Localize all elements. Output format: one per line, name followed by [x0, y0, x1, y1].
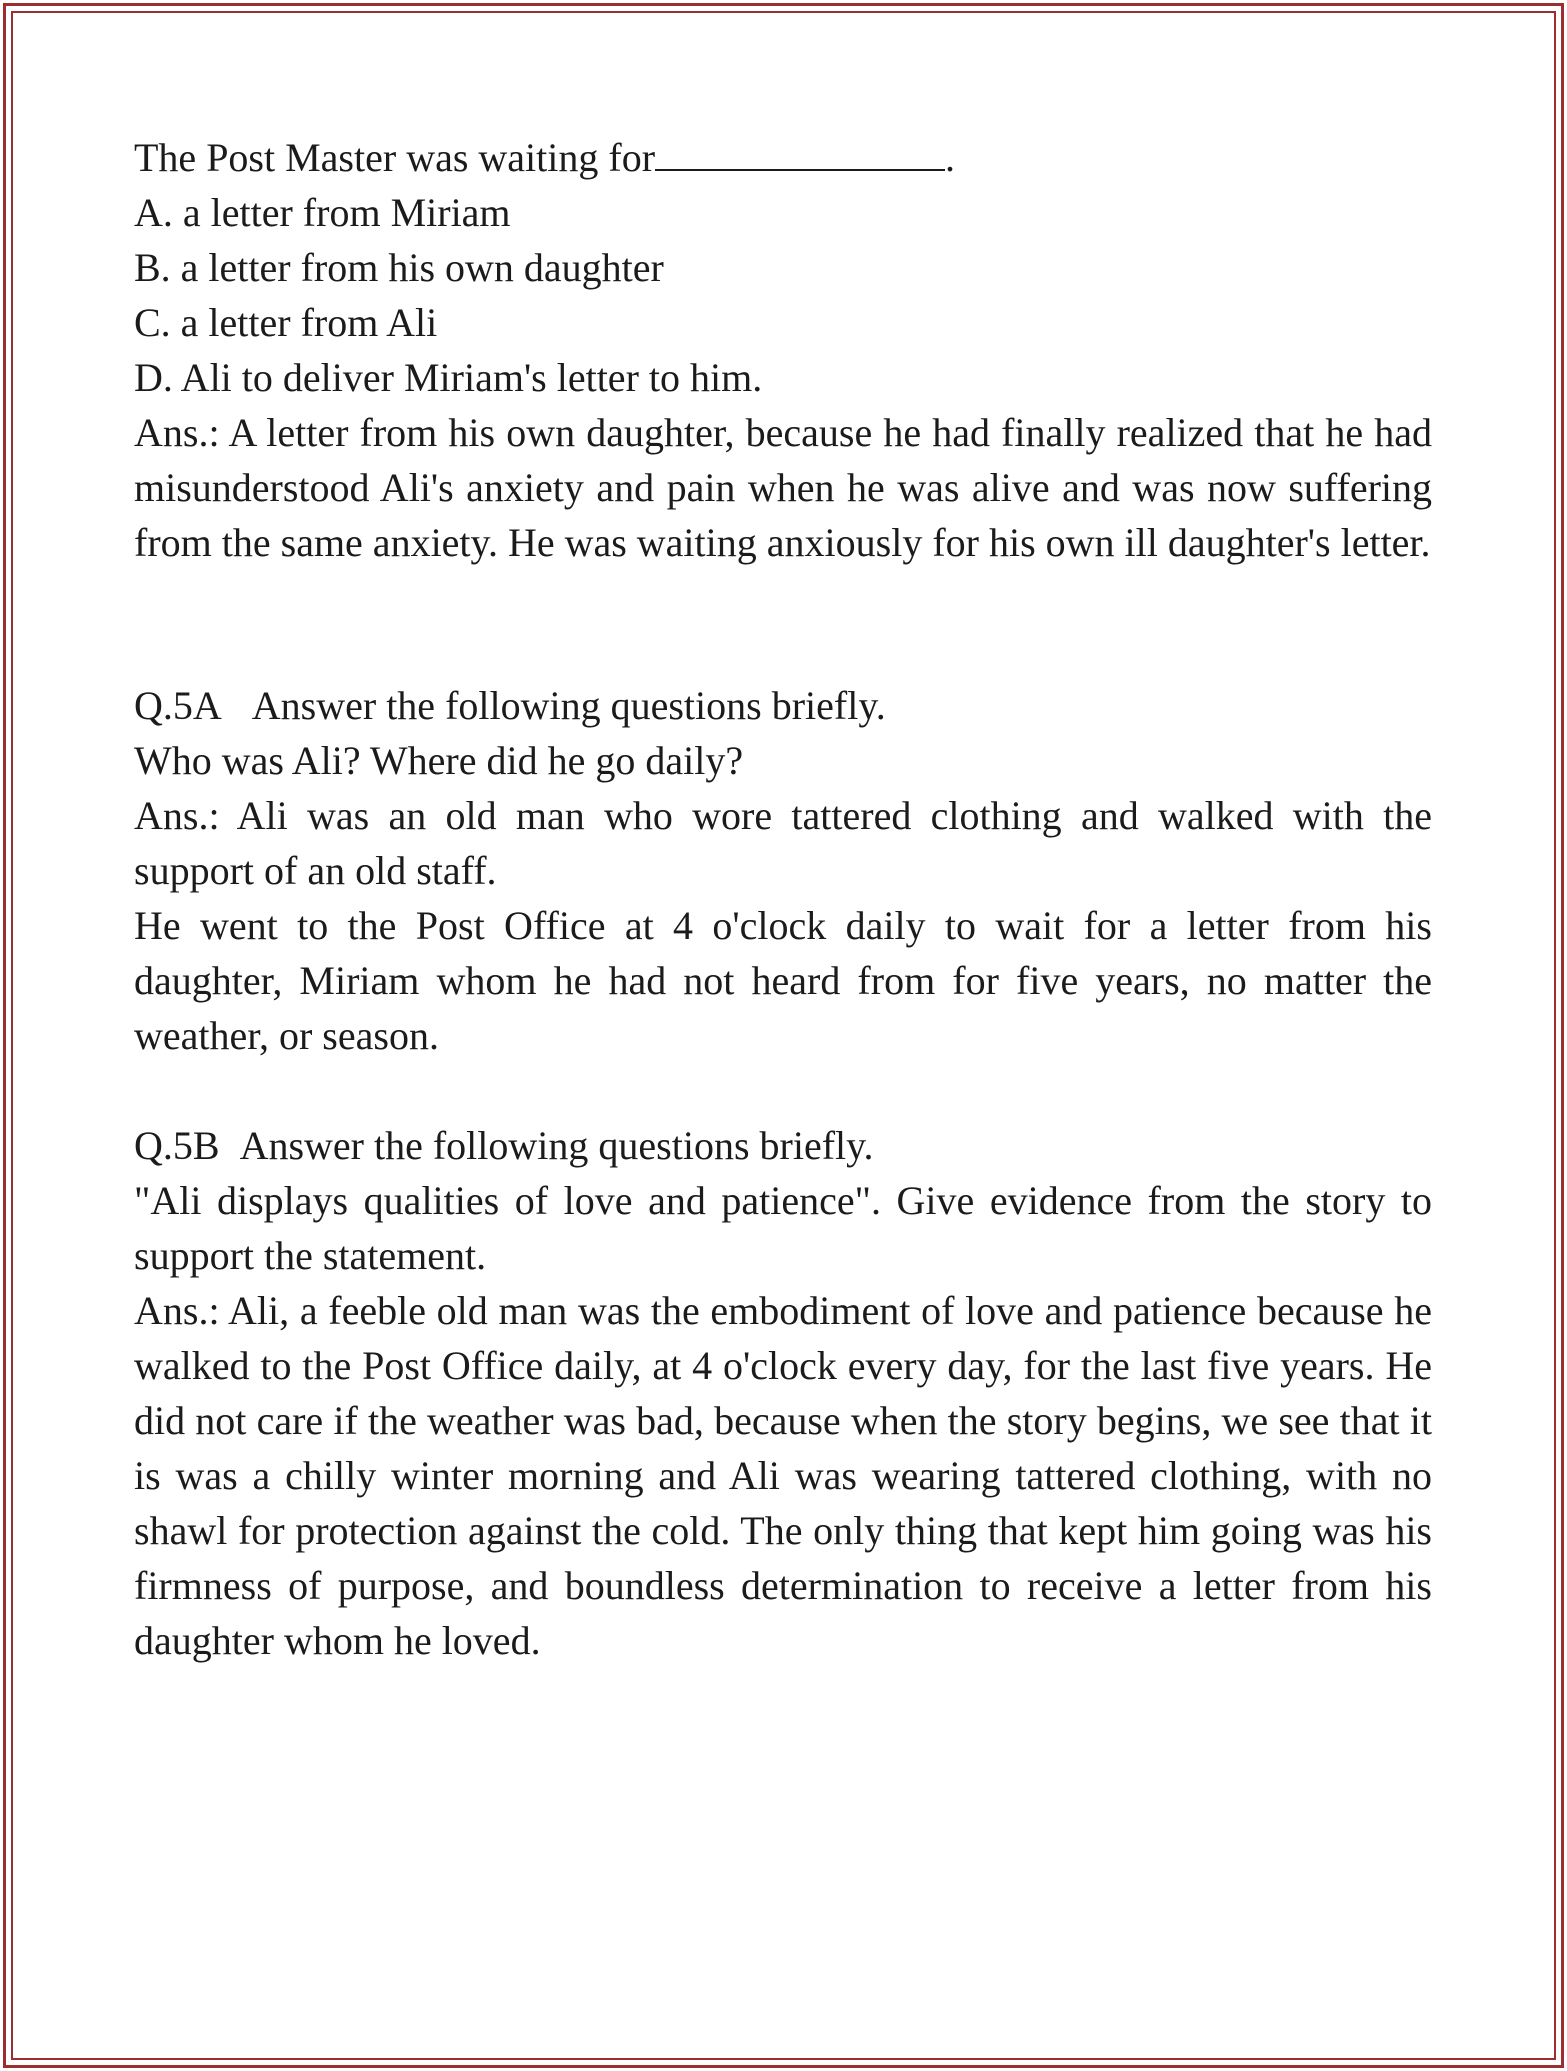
- q5b-section: [134, 1118, 1432, 1668]
- q5a-answer-1: Ans.: Ali was an old man who wore tattered clothing and walked with the support of an old staff.: [134, 793, 1432, 893]
- q5b-instruction: Answer the following questions briefly.: [239, 1123, 874, 1168]
- q5b-heading: [134, 1118, 1432, 1173]
- mcq-option-a: A. a letter from Miriam: [134, 190, 511, 235]
- q5a-question: Who was Ali? Where did he go daily?: [134, 738, 744, 783]
- q5b-answer: Ans.: Ali, a feeble old man was the embodiment of love and patience because he walked to the Post Office daily, at 4 o'clock every day, for the last five years. He did not care if the weather was bad, because when the story begins, we see that it is was a chilly winter morning and Ali was wearing tattered clothing, with no shawl for protection against the cold. The only thing that kept him going was his firmness of purpose, and boundless determination to receive a letter from his daughter whom he loved.: [134, 1288, 1432, 1663]
- q5a-number: Q.5A: [134, 683, 222, 728]
- mcq-option-d: D. Ali to deliver Miriam's letter to him.: [134, 355, 763, 400]
- mcq-stem: [134, 130, 1432, 185]
- fill-in-blank: [655, 133, 945, 171]
- q5b-question: "Ali displays qualities of love and patience". Give evidence from the story to support the statement.: [134, 1178, 1432, 1278]
- mcq-option-b: B. a letter from his own daughter: [134, 245, 664, 290]
- q5a-instruction: Answer the following questions briefly.: [251, 683, 886, 728]
- mcq-stem-end: .: [945, 135, 956, 180]
- mcq-answer: Ans.: A letter from his own daughter, because he had finally realized that he had misunderstood Ali's anxiety and pain when he was alive and was now suffering from the same anxiety. He was waiting anxiously for his own ill daughter's letter.: [134, 410, 1432, 565]
- section-spacer: [134, 570, 1432, 678]
- mcq-option-c: C. a letter from Ali: [134, 300, 438, 345]
- q5a-heading: [134, 678, 1432, 733]
- section-spacer: [134, 1063, 1432, 1118]
- q5a-section: [134, 678, 1432, 1063]
- q5a-answer-2: He went to the Post Office at 4 o'clock daily to wait for a letter from his daughter, Miriam whom he had not heard from for five years, no matter the weather, or season.: [134, 903, 1432, 1058]
- mcq-stem-text: The Post Master was waiting for: [134, 135, 656, 180]
- q5b-number: Q.5B: [134, 1123, 220, 1168]
- document-page: [134, 130, 1432, 1668]
- mcq-section: [134, 130, 1432, 570]
